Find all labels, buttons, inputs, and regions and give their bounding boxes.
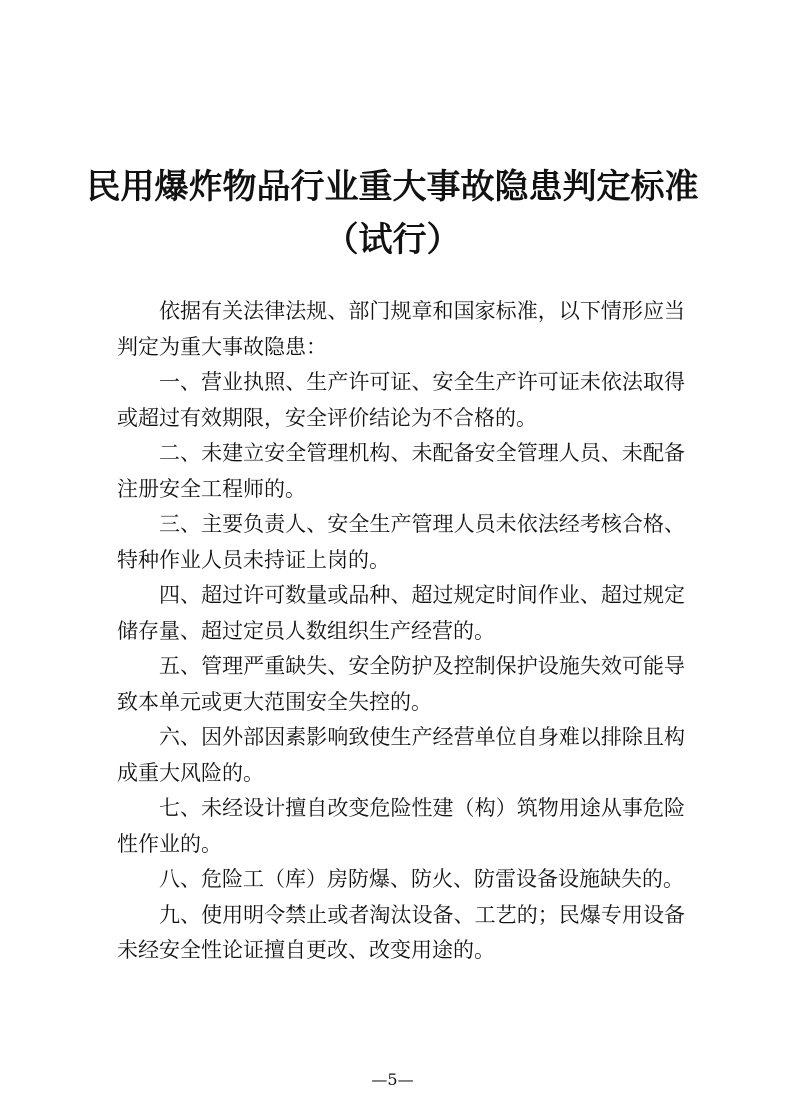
document-title: 民用爆炸物品行业重大事故隐患判定标准 [86,167,699,207]
paragraph-item-3: 三、主要负责人、安全生产管理人员未依法经考核合格、特种作业人员未持证上岗的。 [117,512,685,572]
document-subtitle: （试行） [324,220,461,260]
paragraph-item-2: 二、未建立安全管理机构、未配备安全管理人员、未配备注册安全工程师的。 [117,441,685,501]
paragraph-item-5: 五、管理严重缺失、安全防护及控制保护设施失效可能导致本单元或更大范围安全失控的。 [117,654,685,714]
page-number: —5— [371,1070,414,1089]
paragraph-item-7: 七、未经设计擅自改变危险性建（构）筑物用途从事危险性作业的。 [117,796,685,856]
paragraph-item-9: 九、使用明令禁止或者淘汰设备、工艺的；民爆专用设备未经安全性论证擅自更改、改变用途的。 [117,902,685,962]
paragraph-item-6: 六、因外部因素影响致使生产经营单位自身难以排除且构成重大风险的。 [117,725,685,785]
paragraph-item-1: 一、营业执照、生产许可证、安全生产许可证未依法取得或超过有效期限，安全评价结论为不合格的。 [117,370,685,430]
paragraph-item-4: 四、超过许可数量或品种、超过规定时间作业、超过规定储存量、超过定员人数组织生产经营的。 [117,583,685,643]
document-body [117,294,685,969]
paragraph-item-8: 八、危险工（库）房防爆、防火、防雷设备设施缺失的。 [159,867,684,891]
paragraph-intro: 依据有关法律法规、部门规章和国家标准，以下情形应当判定为重大事故隐患： [117,299,685,359]
